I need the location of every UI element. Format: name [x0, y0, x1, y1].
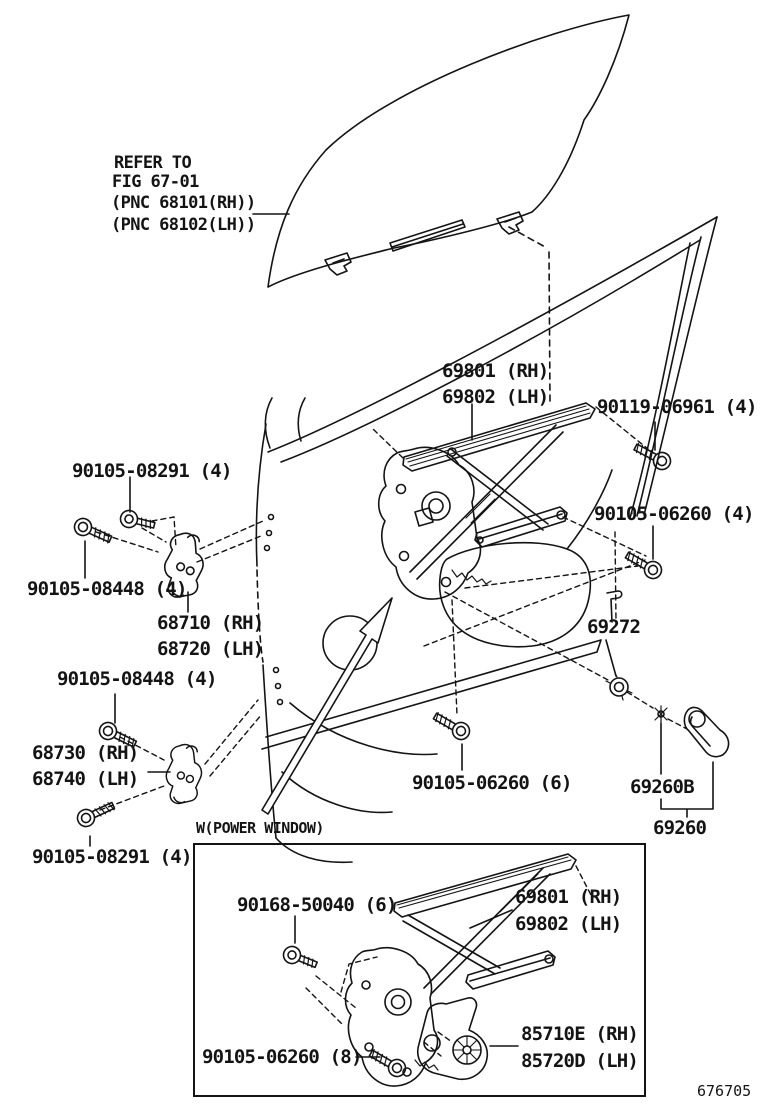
- callout-regulator-main-lh: 69802 (LH): [442, 386, 549, 408]
- bolt-icon: [72, 516, 114, 547]
- callout-hinge-upper-rh: 68710 (RH): [157, 612, 264, 634]
- refer-note-line4: (PNC 68102(LH)): [111, 215, 256, 235]
- bolt-icon: [75, 798, 117, 830]
- callout-screw-08291-lower: 90105-08291 (4): [32, 846, 192, 868]
- door-panel-drawing: [256, 217, 717, 862]
- refer-note-line2: FIG 67-01: [112, 172, 199, 192]
- callout-bolt-06260-8: 90105-06260 (8): [202, 1046, 362, 1068]
- callout-bolt-08448-upper: 90105-08448 (4): [27, 578, 187, 600]
- bolt-icon: [623, 548, 665, 582]
- callout-bracket: [661, 723, 713, 817]
- callout-clip-69260b: 69260B: [630, 776, 694, 798]
- right-side-parts: [431, 404, 729, 817]
- bolt-icon: [431, 709, 473, 743]
- callout-bolt-06260-6: 90105-06260 (6): [412, 772, 572, 794]
- inset-title: W(POWER WINDOW): [196, 819, 324, 837]
- screw-icon: [119, 509, 157, 534]
- callout-screw-90168: 90168-50040 (6): [237, 894, 397, 916]
- lower-hinge-drawing: [164, 743, 203, 805]
- door-glass-drawing: [253, 15, 629, 402]
- figure-code: 676705: [697, 1082, 752, 1100]
- callout-regulator-inset-rh: 69801 (RH): [515, 886, 622, 908]
- callout-regulator-inset-lh: 69802 (LH): [515, 913, 622, 935]
- callout-grommet-69272: 69272: [587, 616, 641, 638]
- callout-handle-69260: 69260: [653, 817, 707, 839]
- grommet-icon: [610, 678, 628, 696]
- callout-bolt-90119: 90119-06961 (4): [597, 396, 757, 418]
- sector-gear-teeth: [452, 570, 491, 584]
- window-regulator-drawing: [379, 403, 595, 599]
- bolt-icon: [632, 439, 674, 472]
- callout-regulator-main-rh: 69801 (RH): [442, 360, 549, 382]
- refer-note-line1: REFER TO: [114, 153, 192, 173]
- callout-bolt-06260-4: 90105-06260 (4): [594, 503, 754, 525]
- callout-screw-08291-upper: 90105-08291 (4): [72, 460, 232, 482]
- callout-hinge-lower-rh: 68730 (RH): [32, 742, 139, 764]
- glass-clip-icon: [325, 253, 351, 275]
- callout-bolt-08448-lower: 90105-08448 (4): [57, 668, 217, 690]
- hinge-and-fasteners: [72, 477, 206, 846]
- refer-note-line3: (PNC 68101(RH)): [111, 193, 256, 213]
- window-crank-handle-drawing: [684, 707, 728, 756]
- clip-icon: [655, 706, 667, 722]
- callout-motor-lh: 85720D (LH): [521, 1050, 639, 1072]
- callout-hinge-lower-lh: 68740 (LH): [32, 768, 139, 790]
- callout-motor-rh: 85710E (RH): [521, 1023, 639, 1045]
- callout-hinge-upper-lh: 68720 (LH): [157, 638, 264, 660]
